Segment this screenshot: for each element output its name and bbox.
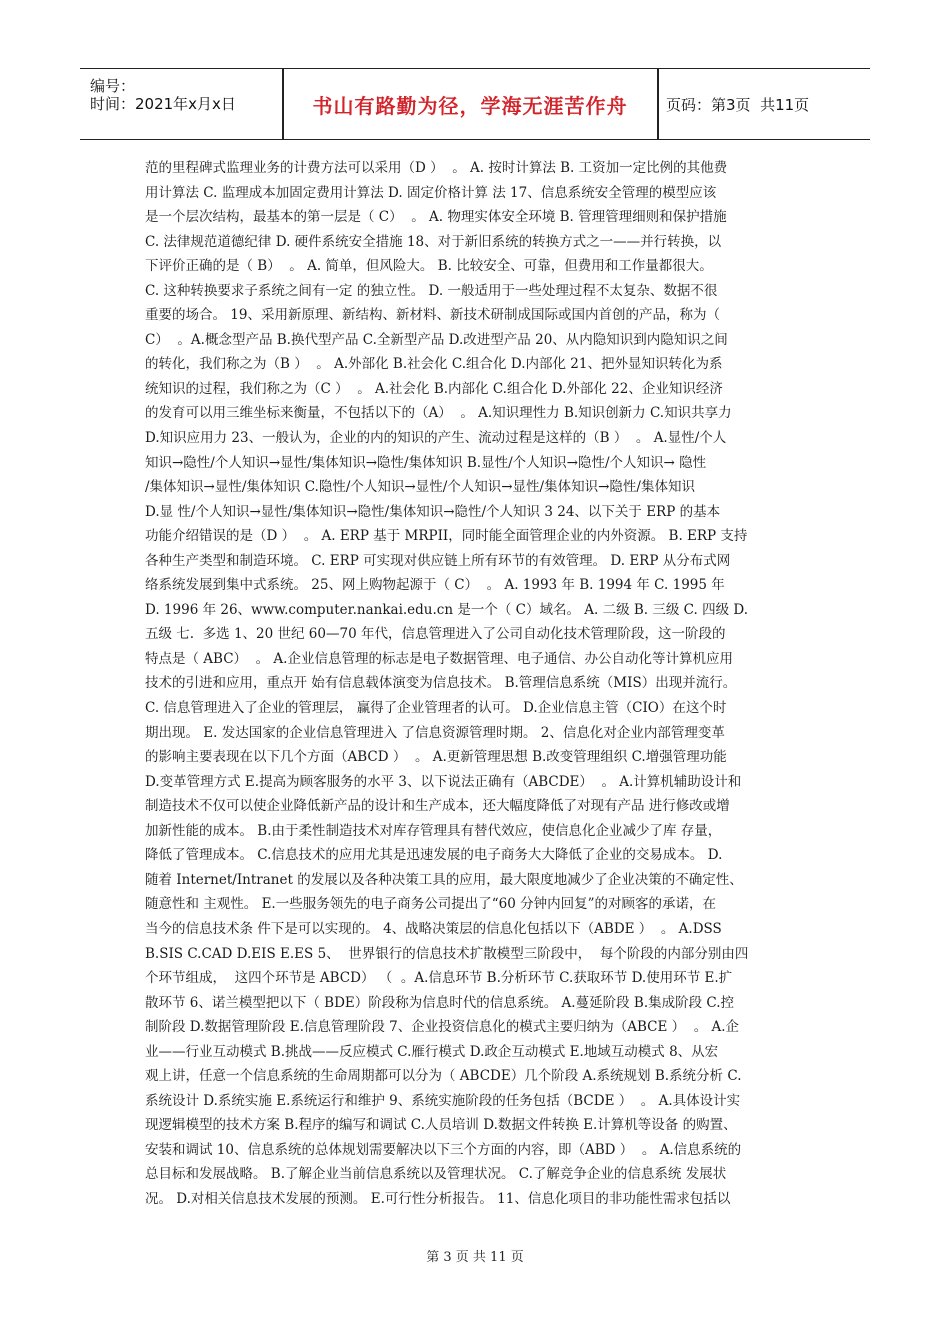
body-line: 散环节 6、诺兰模型把以下（ BDE）阶段称为信息时代的信息系统。 A.蔓延阶段 B.集成阶段 C.控 [145,994,735,1011]
body-line: 制阶段 D.数据管理阶段 E.信息管理阶段 7、企业投资信息化的模式主要归纳为（ABCE ） 。 A.企 [145,1019,740,1036]
body-line: 安装和调试 10、信息系统的总体规划需要解决以下三个方面的内容，即（ABD ） 。 A.信息系统的 [145,1141,742,1158]
body-line: 五级 七. 多选 1、20 世纪 60—70 年代，信息管理进入了公司自动化技术管理阶段，这一阶段的 [145,626,726,643]
body-line: D. 1996 年 26、www.computer.nankai.edu.cn 是一个（ C）域名。 A. 二级 B. 三级 C. 四级 D. [145,601,749,618]
page-footer: 第 3 页 共 11 页 [426,1250,524,1265]
body-line: D.显 性/个人知识→显性/集体知识→隐性/集体知识→隐性/个人知识 3 24、以下关于 ERP 的基本 [145,503,721,520]
body-line: 制造技术不仅可以使企业降低新产品的设计和生产成本，还大幅度降低了对现有产品 进行修改或增 [145,798,730,815]
body-line: 下评价正确的是（ B） 。 A. 简单，但风险大。 B. 比较安全、可靠，但费用和工作量都很大。 [145,258,713,275]
body-line: 况。 D.对相关信息技术发展的预测。 E.可行性分析报告。 11、信息化项目的非功能性需求包括以 [145,1190,731,1207]
body-line: 个环节组成， 这四个环节是 ABCD） （ 。A.信息环节 B.分析环节 C.获取环节 D.使用环节 E.扩 [145,970,733,987]
body-line: C. 这种转换要求子系统之间有一定 的独立性。 D. 一般适用于一些处理过程不太复杂、数据不很 [145,282,718,299]
body-line: 用计算法 C. 监理成本加固定费用计算法 D. 固定价格计算 法 17、信息系统安全管理的模型应该 [145,184,717,201]
body-line: 的发育可以用三维坐标来衡量，不包括以下的（A） 。 A.知识理性力 B.知识创新力 C.知识共享力 [145,405,732,422]
body-line: C） 。A.概念型产品 B.换代型产品 C.全新型产品 D.改进型产品 20、从内隐知识到内隐知识之间 [145,331,728,348]
header-motto: 书山有路勤为径，学海无涯苦作舟 [312,93,628,118]
body-line: 功能介绍错误的是（D ） 。 A. ERP 基于 MRPII，同时能全面管理企业的内外资源。 B. ERP 支持 [145,528,748,545]
document-body [145,156,810,1212]
body-line: 络系统发展到集中式系统。 25、网上购物起源于（ C） 。 A. 1993 年 B. 1994 年 C. 1995 年 [145,577,725,594]
date-label: 时间：2021年x月x日 [90,95,236,113]
body-line: B.SIS C.CAD D.EIS E.ES 5、 世界银行的信息技术扩散模型三阶段中， 每个阶段的内部分别由四 [145,945,749,962]
body-line: 系统设计 D.系统实施 E.系统运行和维护 9、系统实施阶段的任务包括（BCDE ） 。 A.具体设计实 [145,1092,741,1109]
body-line: 特点是（ ABC） 。 A.企业信息管理的标志是电子数据管理、电子通信、办公自动化等计算机应用 [145,650,733,667]
body-line: 统知识的过程，我们称之为（C ） 。 A.社会化 B.内部化 C.组合化 D.外部化 22、企业知识经济 [145,380,723,397]
body-line: 的影响主要表现在以下几个方面（ABCD ） 。 A.更新管理思想 B.改变管理组织 C.增强管理功能 [145,749,727,766]
header-page-number: 页码：第3页 共11页 [666,95,810,114]
header-divider-right [657,69,659,139]
body-line: 各种生产类型和制造环境。 C. ERP 可实现对供应链上所有环节的有效管理。 D. ERP 从分布式网 [145,552,731,569]
page-header [80,68,870,140]
body-line: D.变革管理方式 E.提高为顾客服务的水平 3、以下说法正确有（ABCDE） 。 A.计算机辅助设计和 [145,773,742,790]
body-line: 重要的场合。 19、采用新原理、新结构、新材料、新技术研制成国际或国内首创的产品，称为（ [145,307,720,324]
body-line: 随意性和 主观性。 E.一些服务领先的电子商务公司提出了“60 分钟内回复”的对顾客的承诺，在 [145,896,717,913]
body-line: 观上讲，任意一个信息系统的生命周期都可以分为（ ABCDE）几个阶段 A.系统规划 B.系统分析 C. [145,1068,742,1085]
number-label: 编号： [90,77,136,95]
body-line: 业——行业互动模式 B.挑战——反应模式 C.雁行模式 D.政企互动模式 E.地域互动模式 8、从宏 [145,1043,719,1060]
body-line: 是一个层次结构，最基本的第一层是（ C） 。 A. 物理实体安全环境 B. 管理管理细则和保护措施 [145,209,727,226]
body-line: 加新性能的成本。 B.由于柔性制造技术对库存管理具有替代效应，使信息化企业减少了库 存量， [145,822,722,839]
body-line: 的转化，我们称之为（B ） 。 A.外部化 B.社会化 C.组合化 D.内部化 21、把外显知识转化为系 [145,356,723,373]
body-line: 期出现。 E. 发达国家的企业信息管理进入 了信息资源管理时期。 2、信息化对企业内部管理变革 [145,724,725,741]
body-line: 降低了管理成本。 C.信息技术的应用尤其是迅速发展的电子商务大大降低了企业的交易成本。 D. [145,847,723,864]
body-line: C. 信息管理进入了企业的管理层， 赢得了企业管理者的认可。 D.企业信息主管（CIO）在这个时 [145,700,727,717]
header-meta [80,69,282,139]
body-line: 现逻辑模型的技术方案 B.程序的编写和调试 C.人员培训 D.数据文件转换 E.计算机等设备 的购置、 [145,1117,737,1134]
body-line: 技术的引进和应用，重点开 始有信息载体演变为信息技术。 B.管理信息系统（MIS）出现并流行。 [145,675,737,692]
body-line: /集体知识→显性/集体知识 C.隐性/个人知识→显性/个人知识→显性/集体知识→隐性/集体知识 [145,479,695,496]
body-line: 范的里程碑式监理业务的计费方法可以采用（D ） 。 A. 按时计算法 B. 工资加一定比例的其他费 [145,160,728,176]
body-line: C. 法律规范道德纪律 D. 硬件系统安全措施 18、对于新旧系统的转换方式之一——并行转换，以 [145,233,722,250]
body-line: 总目标和发展战略。 B.了解企业当前信息系统以及管理状况。 C.了解竞争企业的信息系统 发展状 [145,1166,727,1183]
body-line: 当今的信息技术条 件下是可以实现的。 4、战略决策层的信息化包括以下（ABDE ） 。 A.DSS [145,920,722,937]
body-line: D.知识应用力 23、一般认为，企业的内的知识的产生、流动过程是这样的（B ） 。 A.显性/个人 [145,430,727,447]
body-line: 知识→隐性/个人知识→显性/集体知识→隐性/集体知识 B.显性/个人知识→隐性/个人知识→ 隐性 [145,454,707,471]
body-line: 随着 Internet/Intranet 的发展以及各种决策工具的应用，最大限度地减少了企业决策的不确定性、 [145,871,743,888]
